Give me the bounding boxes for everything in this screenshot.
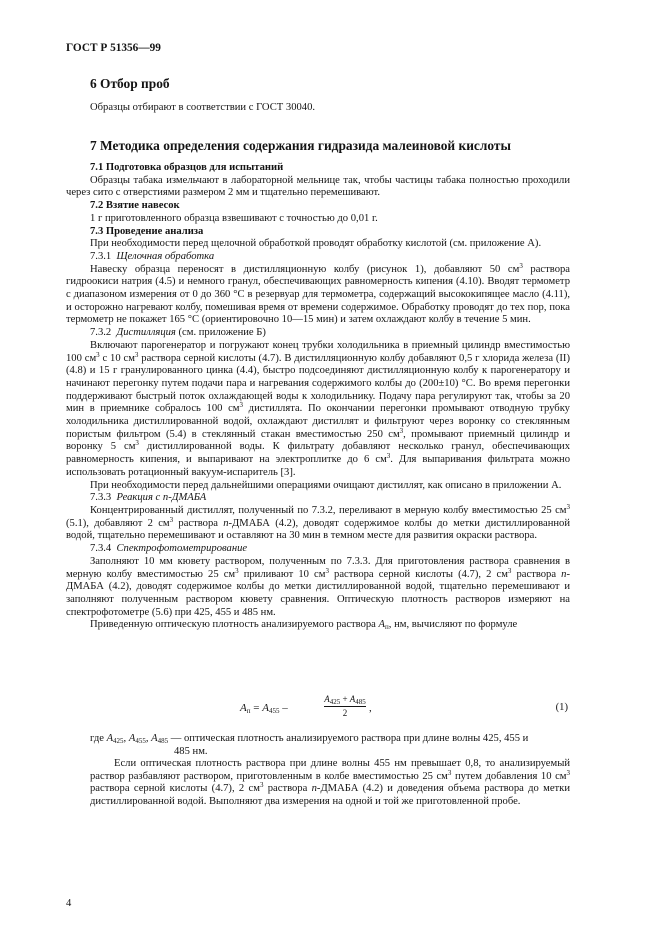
text: A — [262, 702, 269, 714]
text: + — [340, 694, 350, 704]
text: A — [128, 733, 136, 744]
subsection-7-3-3-heading — [66, 492, 570, 505]
text: A — [240, 702, 247, 714]
superscript: 3 — [259, 781, 264, 790]
formula-1 — [90, 694, 570, 728]
subscript: 455 — [135, 737, 146, 745]
text: раствора — [263, 783, 312, 795]
subscript: 455 — [268, 707, 280, 715]
paragraph: Образцы отбирают в соответствии с ГОСТ 30040. — [90, 102, 316, 113]
subscript: 485 — [355, 698, 366, 706]
superscript: 3 — [566, 768, 570, 777]
text: A — [324, 694, 330, 704]
text: путем добавления 10 см — [451, 770, 567, 782]
section-7-title: 7 Методика определения содержания гидразида малеиновой кислоты — [90, 138, 511, 153]
text: приливают 10 см — [238, 568, 326, 580]
text: раствора — [173, 517, 224, 529]
fraction-numerator — [324, 694, 366, 707]
text: n — [561, 568, 567, 580]
text: A — [106, 733, 114, 744]
text: Если оптическая плотность раствора при длине волны 455 нм превышает 0,8, то анализируемый раствор разбавляют раствором, приготовленным в колбе вместимостью 25 см — [90, 758, 570, 782]
subsection-7-2-title: 7.2 Взятие навесок — [90, 200, 180, 212]
text: , — [123, 733, 129, 744]
subsection-number: 7.3.2 — [90, 327, 112, 339]
text: раствора серной кислоты (4.7), 2 см — [90, 783, 260, 795]
formula-lhs — [240, 702, 288, 715]
text: – — [279, 702, 288, 714]
text: раствора гидроокиси натрия (4.5) и немного гранул, обеспечивающих равномерность кипения (4.10). Вводят термометр с диапазоном измерения от 0 до 360 °С в резервуар для термометра, содержащий высококипящее масло (4.11), и осторожно нагревают колбу, помешивая время от времени содержимое. Обработку проводят до тех пор, пока термометр не покажет 165 °С (ориентировочно 10—15 мин) и затем охлаждают колбу в течение 5 мин. — [66, 263, 570, 326]
formula-explanation — [90, 733, 570, 758]
superscript: 3 — [507, 566, 512, 575]
text: A — [378, 619, 386, 631]
text: = — [250, 702, 263, 714]
text: A — [151, 733, 158, 744]
text: Навеску образца переносят в дистилляционную колбу (рисунок 1), добавляют 50 см — [90, 263, 520, 275]
superscript: 3 — [399, 426, 404, 435]
subsection-7-3-1-title: Щелочная обработка — [116, 250, 215, 262]
subsection-7-3-title: 7.3 Проведение анализа — [90, 225, 204, 237]
text: , — [369, 702, 372, 714]
subsection-7-3-2-title: Дистилляция — [116, 327, 176, 339]
subsection-7-3-4-heading — [66, 543, 570, 556]
section-6-title: 6 Отбор проб — [90, 76, 170, 91]
text: Концентрированный дистиллят, полученный по 7.3.2, переливают в мерную колбу вместимостью 25 см — [90, 504, 567, 516]
text: -ДМАБА (4.2), доводят содержимое колбы до метки дистиллированной водой, тщательно перемешивают и оставляют на 30 мин в темном месте для развития окраски раствора. — [66, 517, 570, 542]
text: -ДМАБА (4.2), доводят содержимое колбы до метки дистиллированной водой, тщательно перемешивают и заполняют полученным раствором кювету сравнения. Оптическую плотность растворов измеряют на спектрофотометре (5.6) при 425, 455 и 485 нм. — [66, 568, 570, 618]
subsection-7-3-3-title: Реакция с n-ДМАБА — [116, 492, 207, 504]
section-7-body — [66, 162, 570, 632]
section-6-text — [90, 102, 570, 115]
paragraph — [66, 261, 570, 328]
paragraph: 485 нм. — [174, 745, 208, 757]
text: . Для выпаривания фильтрата можно использовать ротационный вакуум-испаритель [3]. — [66, 454, 570, 478]
paragraph — [90, 758, 570, 809]
subscript: п — [246, 707, 251, 715]
paragraph: При необходимости перед дальнейшими операциями очищают дистиллят, как описано в приложении А. — [90, 479, 562, 491]
text: n — [223, 517, 229, 529]
paragraph — [90, 733, 570, 746]
superscript: 3 — [135, 439, 139, 448]
text: раствора серной кислоты (4.7). В дистилляционную колбу добавляют 0,5 г хлорида железа (II) (4.8) и 15 г гранулированного цинка (4.4), быстро подсоединяют дистилляционную колбу к парогенератору и начинают перегонку путем подачи пара и нагревания содержимого колбы до (200±10) °С. Во время перегонки поддерживают быстрый поток охлаждающей воды к холодильнику. Подачу пара регулируют так, чтобы за 20 мин в приемнике собралось 100 см — [66, 352, 570, 415]
superscript: 3 — [235, 566, 239, 575]
formula-fraction — [324, 694, 366, 719]
text: дистиллированной воды. К фильтрату добавляют несколько гранул, обеспечивающих равномерность кипения, и выпаривают на электроплитке до 6 см — [66, 441, 570, 466]
subsection-7-3-2-heading — [66, 327, 570, 340]
text: раствора серной кислоты (4.7), 2 см — [328, 568, 508, 580]
paragraph: 1 г приготовленного образца взвешивают с точностью до 0,01 г. — [90, 212, 378, 224]
formula-number: (1) — [555, 702, 568, 713]
text: A — [349, 694, 356, 704]
superscript: 3 — [169, 515, 174, 524]
superscript: 3 — [519, 261, 523, 270]
subscript: 485 — [157, 737, 169, 745]
paragraph — [66, 502, 570, 543]
text: (5.1), добавляют 2 см — [66, 517, 170, 529]
superscript: 3 — [447, 768, 452, 777]
text: n — [311, 783, 317, 795]
subscript: 425 — [329, 698, 341, 706]
subscript: п — [385, 623, 389, 632]
text: -ДМАБА (4.2) и доведения объема раствора до метки дистиллированной водой. Выполняют два измерения на одной и той же приготовленной пробе. — [90, 783, 571, 808]
subsection-7-3-1-heading — [66, 251, 570, 264]
text: , — [145, 733, 152, 744]
subsection-7-1-title: 7.1 Подготовка образцов для испытаний — [90, 162, 284, 173]
text: , промывают приемный цилиндр и воронку 5 см — [66, 428, 570, 453]
superscript: 3 — [239, 401, 244, 410]
superscript: 3 — [134, 350, 139, 359]
subsection-7-3-4-title: Спектрофотометрирование — [116, 543, 248, 555]
text: , нм, вычисляют по формуле — [388, 619, 518, 631]
subsection-number: 7.3.3 — [90, 492, 112, 504]
text: раствора — [511, 568, 562, 580]
superscript: 3 — [566, 502, 570, 511]
superscript: 3 — [325, 566, 329, 575]
text: (см. приложение Б) — [175, 327, 266, 339]
text: где — [90, 733, 107, 744]
final-paragraph — [90, 758, 570, 809]
paragraph: Образцы табака измельчают в лабораторной мельнице так, чтобы частицы табака полностью проходили через сито с отверстиями размером 2 мм и тщательно перемешивают. — [66, 174, 570, 199]
text: Включают парогенератор и погружают конец трубки холодильника в приемный цилиндр вместимостью 100 см — [66, 339, 570, 364]
text: дистиллята. По окончании перегонки промывают отводную трубку холодильника дистиллированной водой, охлаждают дистиллят и фильтруют через воронку со стеклянным пористым фильтром (5.4) в стеклянный стакан вместимостью 250 см — [66, 403, 570, 440]
text: с 10 см — [99, 352, 135, 364]
text: — оптическая плотность анализируемого раствора при длине волны 425, 455 и — [168, 733, 529, 744]
page-number: 4 — [66, 898, 72, 909]
text: Заполняют 10 мм кювету раствором, полученным по 7.3.3. Для приготовления раствора сравнения в мерную колбу вместимостью 25 см — [66, 555, 570, 580]
superscript: 3 — [386, 452, 391, 461]
fraction-denominator: 2 — [342, 708, 348, 718]
paragraph — [66, 619, 570, 632]
document-header: ГОСТ Р 51356—99 — [66, 42, 161, 54]
superscript: 3 — [96, 350, 100, 359]
paragraph — [66, 340, 570, 480]
subsection-number: 7.3.1 — [90, 250, 112, 262]
subsection-number: 7.3.4 — [90, 543, 112, 555]
subscript: 425 — [113, 737, 124, 745]
text: Приведенную оптическую плотность анализируемого раствора — [90, 619, 379, 631]
paragraph: При необходимости перед щелочной обработкой проводят обработку кислотой (см. приложение А). — [90, 238, 542, 250]
paragraph — [66, 556, 570, 620]
